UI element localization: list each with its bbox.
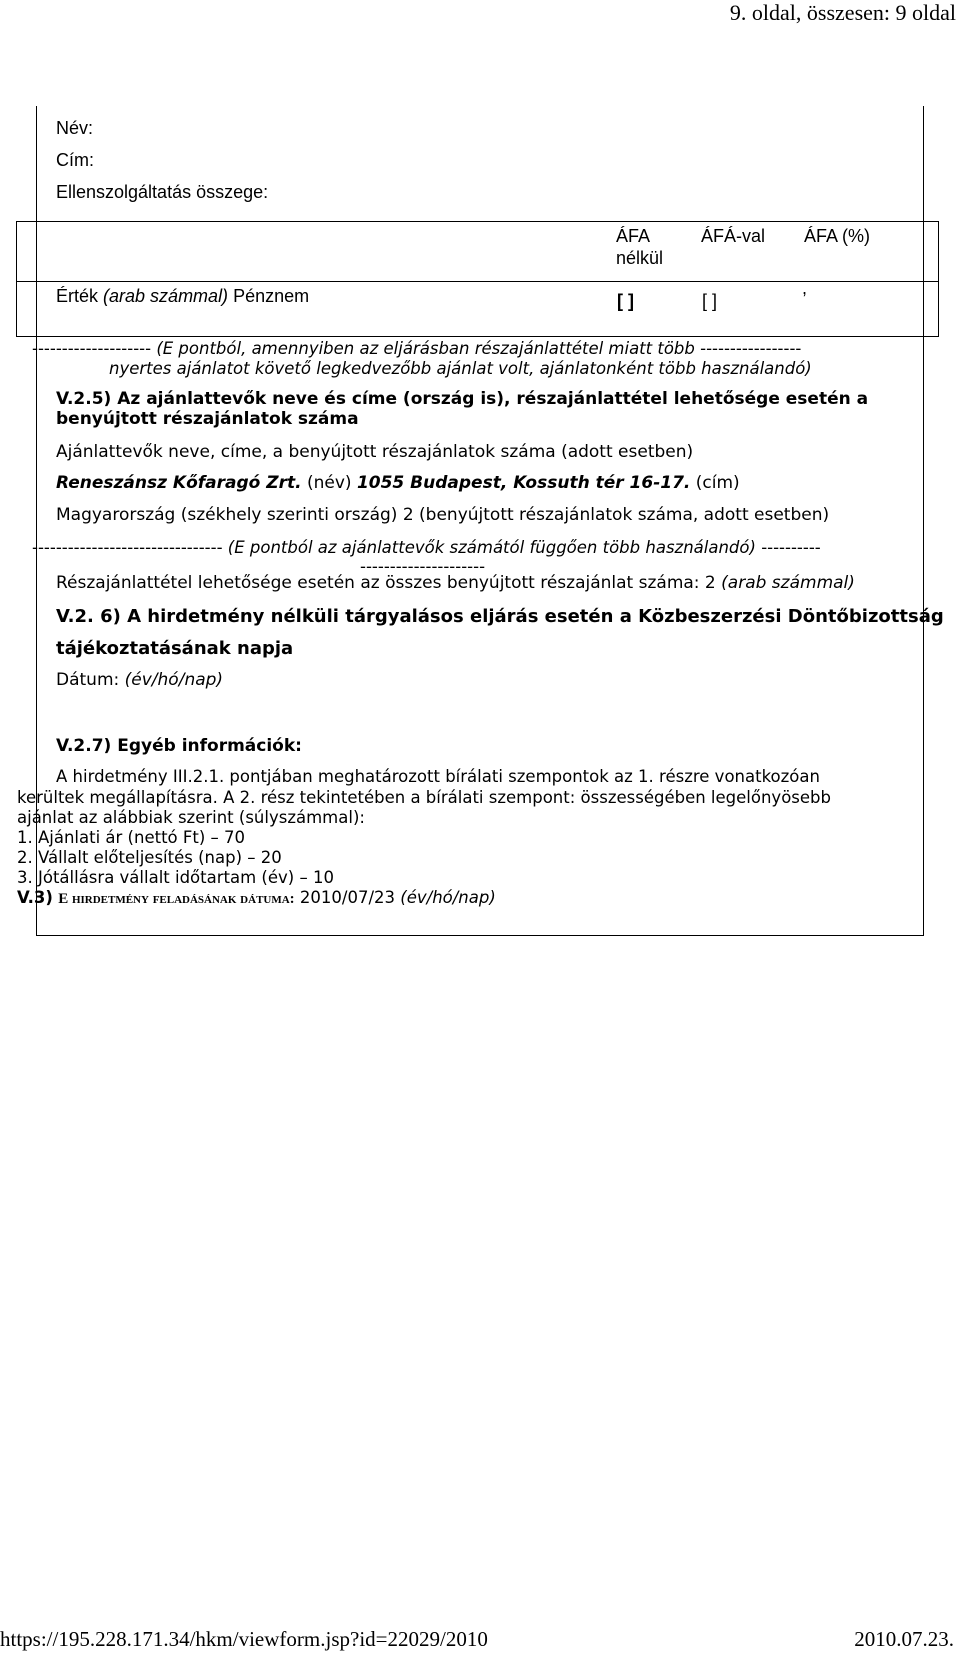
value-row-label-suffix: Pénznem (233, 286, 310, 306)
value-table-divider (16, 281, 939, 282)
bidder-name: Reneszánsz Kőfaragó Zrt. (56, 473, 302, 493)
section-v3-label: V.3) (17, 888, 53, 907)
address-label: Cím: (56, 150, 94, 170)
date-label: Dátum: (56, 670, 120, 690)
bidder-note-dashes-right: ---------- (761, 538, 821, 557)
footer-date: 2010.07.23. (854, 1627, 954, 1651)
col-gross-header: ÁFÁ-val (701, 226, 766, 246)
value-row-label-italic: (arab számmal) (103, 286, 229, 306)
section-v3-line (17, 888, 496, 908)
section-v27-heading: V.2.7) Egyéb információk: (56, 736, 302, 756)
bidder-country-line: Magyarország (székhely szerinti ország) 2 (benyújtott részajánlatok száma, adott esetben) (56, 505, 830, 525)
other-info-line: 1. Ajánlati ár (nettó Ft) – 70 (17, 828, 246, 847)
note-text: (E pontból, amennyiben az eljárásban részajánlattétel miatt több (156, 339, 695, 358)
other-info-line: ajánlat az alábbiak szerint (súlyszámmal): (17, 808, 365, 827)
total-partial-bids-italic: (arab számmal) (721, 573, 855, 593)
bidder-address-tag: (cím) (695, 473, 740, 493)
value-table (16, 221, 939, 337)
section-v3-date-format: (év/hó/nap) (400, 888, 496, 907)
col-net-header-line1: ÁFA (616, 226, 651, 246)
date-format: (év/hó/nap) (124, 670, 224, 690)
section-v25-heading-line2: benyújtott részajánlatok száma (56, 409, 359, 429)
page-indicator: 9. oldal, összesen: 9 oldal (729, 0, 956, 25)
bidder-note-line2: --------------------- (360, 557, 486, 576)
vat-value: , (802, 278, 808, 298)
frame-bottom-border (36, 935, 924, 936)
amount-label: Ellenszolgáltatás összege: (56, 182, 269, 202)
note-dashes-right: ----------------- (700, 339, 802, 358)
section-v25-subheading: Ajánlattevők neve, címe, a benyújtott részajánlatok száma (adott esetben) (56, 442, 694, 462)
value-row-label (56, 286, 309, 307)
gross-value: [ ] (702, 291, 718, 311)
note-dashes-left: -------------------- (32, 339, 152, 358)
section-v3-title: E hirdetmény feladásának dátuma: (58, 891, 295, 907)
net-value: [ ] (617, 291, 634, 311)
bidder-address: 1055 Budapest, Kossuth tér 16-17. (356, 473, 691, 493)
total-partial-bids-text: Részajánlattétel lehetősége esetén az összes benyújtott részajánlat száma: 2 (56, 573, 716, 593)
section-v26-heading-line1: V.2. 6) A hirdetmény nélküli tárgyalásos eljárás esetén a Közbeszerzési Döntőbizottság (56, 606, 944, 627)
other-info-line: kerültek megállapításra. A 2. rész tekintetében a bírálati szempont: összességében legelőnyösebb (17, 788, 831, 807)
bidder-line (56, 473, 740, 493)
col-vat-header: ÁFA (%) (804, 226, 871, 246)
partial-bid-note-line2: nyertes ajánlatot követő legkedvezőbb ajánlat volt, ajánlatonként több használandó) (109, 359, 812, 378)
section-v25-heading-line1: V.2.5) Az ajánlattevők neve és címe (ország is), részajánlattétel lehetősége esetén a (56, 389, 869, 409)
partial-bid-note-line1 (32, 339, 801, 358)
other-info-line: 3. Jótállásra vállalt időtartam (év) – 10 (17, 868, 334, 887)
section-v3-date: 2010/07/23 (299, 888, 396, 907)
col-net-header-line2: nélkül (616, 248, 664, 268)
bidder-name-tag: (név) (306, 473, 352, 493)
value-row-label-prefix: Érték (56, 286, 99, 306)
bidder-note-line1 (32, 538, 821, 557)
bidder-note-dashes-left: -------------------------------- (32, 538, 223, 557)
other-info-line: 2. Vállalt előteljesítés (nap) – 20 (17, 848, 282, 867)
date-line (56, 670, 223, 690)
section-v26-heading-line2: tájékoztatásának napja (56, 638, 294, 659)
total-partial-bids-line (56, 573, 855, 593)
other-info-line: A hirdetmény III.2.1. pontjában meghatározott bírálati szempontok az 1. részre vonatkozóan (56, 767, 820, 786)
footer-url: https://195.228.171.34/hkm/viewform.jsp?id=22029/2010 (0, 1627, 488, 1651)
bidder-note-text: (E pontból az ajánlattevők számától függően több használandó) (227, 538, 756, 557)
name-label: Név: (56, 118, 94, 138)
